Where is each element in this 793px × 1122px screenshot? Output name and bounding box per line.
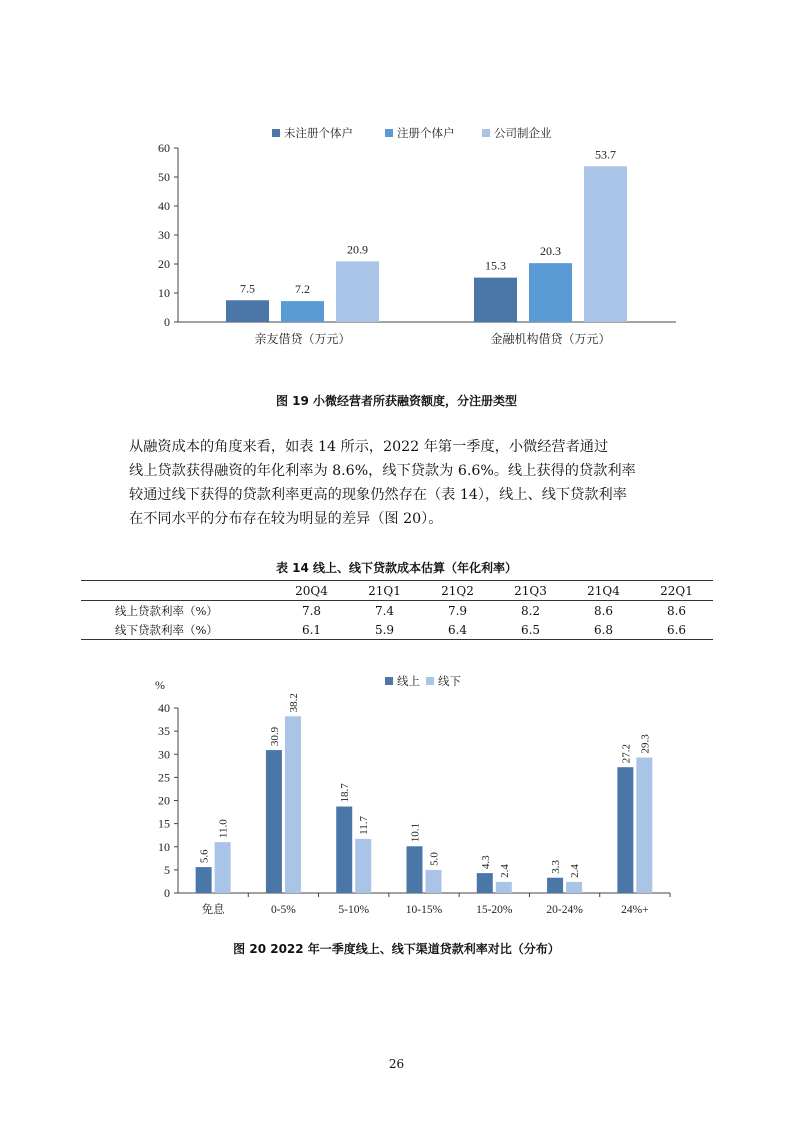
y-tick-label: 30 bbox=[158, 747, 170, 762]
table-cell: 7.4 bbox=[374, 603, 395, 618]
bar bbox=[336, 807, 352, 893]
paragraph-line: 线上贷款获得融资的年化利率为 8.6%，线下贷款为 6.6%。线上获得的贷款利率 bbox=[129, 463, 636, 479]
table-14-caption: 表 14 线上、线下贷款成本估算（年化利率） bbox=[275, 561, 518, 575]
bar bbox=[566, 882, 582, 893]
y-tick-label: 50 bbox=[158, 170, 170, 184]
table-cell: 5.9 bbox=[348, 620, 421, 640]
legend-swatch bbox=[385, 129, 393, 137]
bar bbox=[281, 301, 324, 322]
bar bbox=[547, 878, 563, 893]
data-label: 30.9 bbox=[268, 726, 281, 747]
bar bbox=[529, 263, 572, 322]
data-label: 18.7 bbox=[339, 783, 352, 803]
bar bbox=[636, 757, 652, 893]
figure-20-chart bbox=[0, 665, 793, 925]
x-category-label: 20-24% bbox=[546, 904, 583, 916]
legend-swatch bbox=[426, 677, 434, 685]
table-cell: 7.9 bbox=[447, 603, 468, 618]
legend-label: 未注册个体户 bbox=[284, 128, 353, 140]
table-cell: 8.6 bbox=[593, 603, 614, 618]
table-header-cell: 21Q1 bbox=[348, 581, 421, 601]
x-category-label: 亲友借贷（万元） bbox=[254, 332, 351, 346]
y-axis-unit: % bbox=[155, 678, 165, 692]
data-label: 27.2 bbox=[620, 743, 633, 764]
table-row bbox=[81, 601, 713, 621]
x-category-label: 免息 bbox=[201, 904, 225, 916]
data-label: 5.6 bbox=[198, 849, 211, 864]
data-label: 10.1 bbox=[409, 823, 422, 843]
legend-swatch bbox=[385, 677, 393, 685]
y-tick-label: 20 bbox=[158, 793, 170, 808]
y-tick-label: 35 bbox=[158, 724, 170, 739]
data-label: 29.3 bbox=[639, 734, 652, 754]
figure-19-caption: 图 19 小微经营者所获融资额度，分注册类型 bbox=[275, 394, 518, 408]
body-paragraph bbox=[129, 435, 689, 531]
bar bbox=[474, 278, 517, 322]
data-label: 11.0 bbox=[217, 819, 230, 839]
bar bbox=[407, 846, 423, 893]
bar bbox=[336, 261, 379, 322]
data-label: 5.0 bbox=[428, 852, 441, 866]
data-label: 7.5 bbox=[240, 281, 255, 296]
bar bbox=[266, 750, 282, 893]
legend-label: 注册个体户 bbox=[397, 128, 455, 140]
table-cell: 6.1 bbox=[275, 620, 348, 640]
paragraph-line: 较通过线下获得的贷款利率更高的现象仍然存在（表 14），线上、线下贷款利率 bbox=[129, 487, 627, 503]
y-tick-label: 10 bbox=[158, 839, 170, 854]
bar bbox=[477, 873, 493, 893]
figure-19-chart bbox=[0, 120, 793, 360]
data-label: 53.7 bbox=[595, 147, 616, 162]
data-label: 3.3 bbox=[550, 859, 563, 874]
x-category-label: 金融机构借贷（万元） bbox=[490, 332, 611, 346]
table-cell: 6.6 bbox=[640, 620, 713, 640]
table-header-cell: 21Q2 bbox=[421, 581, 494, 601]
table-header-cell: 20Q4 bbox=[275, 581, 348, 601]
bar bbox=[196, 867, 212, 893]
y-tick-label: 40 bbox=[158, 199, 170, 213]
x-category-label: 24%+ bbox=[621, 904, 649, 916]
legend-label: 线上 bbox=[397, 676, 420, 688]
y-tick-label: 0 bbox=[164, 886, 170, 900]
data-label: 20.3 bbox=[540, 244, 561, 259]
table-header-cell: 22Q1 bbox=[640, 581, 713, 601]
table-header-cell: 21Q4 bbox=[567, 581, 640, 601]
x-category-label: 10-15% bbox=[405, 904, 443, 916]
table-header-cell bbox=[81, 581, 275, 601]
bar bbox=[226, 300, 269, 322]
y-tick-label: 20 bbox=[158, 257, 170, 271]
x-category-label: 0-5% bbox=[270, 904, 296, 916]
bar bbox=[285, 716, 301, 893]
paragraph-line: 在不同水平的分布存在较为明显的差异（图 20）。 bbox=[129, 511, 443, 527]
bar bbox=[355, 839, 371, 893]
table-row-label: 线上贷款利率（%） bbox=[115, 603, 218, 618]
figure-20-caption: 图 20 2022 年一季度线上、线下渠道贷款利率对比（分布） bbox=[233, 942, 560, 956]
data-label: 11.7 bbox=[358, 816, 371, 835]
bar bbox=[584, 166, 627, 322]
legend-swatch bbox=[272, 129, 280, 137]
data-label: 2.4 bbox=[498, 864, 511, 878]
y-tick-label: 25 bbox=[158, 770, 170, 785]
table-cell: 6.4 bbox=[421, 620, 494, 640]
y-tick-label: 0 bbox=[164, 315, 170, 329]
table-14 bbox=[81, 580, 713, 640]
y-tick-label: 60 bbox=[158, 141, 170, 155]
table-cell: 8.2 bbox=[520, 603, 541, 618]
data-label: 4.3 bbox=[479, 855, 492, 870]
page-number: 26 bbox=[388, 1057, 405, 1071]
table-cell: 7.8 bbox=[301, 603, 322, 618]
data-label: 20.9 bbox=[347, 242, 368, 257]
data-label: 7.2 bbox=[295, 282, 310, 297]
table-cell: 6.8 bbox=[567, 620, 640, 640]
y-tick-label: 10 bbox=[158, 286, 170, 300]
y-tick-label: 15 bbox=[158, 816, 170, 831]
table-header-cell: 21Q3 bbox=[494, 581, 567, 601]
legend-label: 公司制企业 bbox=[494, 128, 552, 140]
bar bbox=[426, 870, 442, 893]
bar bbox=[617, 767, 633, 893]
table-cell: 8.6 bbox=[666, 603, 687, 618]
table-row-label: 线下贷款利率（%） bbox=[81, 620, 275, 640]
y-tick-label: 40 bbox=[158, 701, 170, 715]
data-label: 15.3 bbox=[485, 258, 506, 273]
x-category-label: 5-10% bbox=[338, 904, 370, 916]
table-header-row bbox=[81, 581, 713, 601]
legend-label: 线下 bbox=[438, 676, 461, 688]
paragraph-line: 从融资成本的角度来看，如表 14 所示，2022 年第一季度，小微经营者通过 bbox=[129, 439, 609, 455]
data-label: 38.2 bbox=[287, 693, 300, 713]
data-label: 2.4 bbox=[569, 864, 582, 878]
table-cell: 6.5 bbox=[494, 620, 567, 640]
x-category-label: 15-20% bbox=[476, 904, 513, 916]
legend-swatch bbox=[482, 129, 490, 137]
table-row bbox=[81, 620, 713, 640]
y-tick-label: 30 bbox=[158, 228, 170, 242]
bar bbox=[496, 882, 512, 893]
y-tick-label: 5 bbox=[164, 862, 170, 877]
bar bbox=[215, 842, 231, 893]
